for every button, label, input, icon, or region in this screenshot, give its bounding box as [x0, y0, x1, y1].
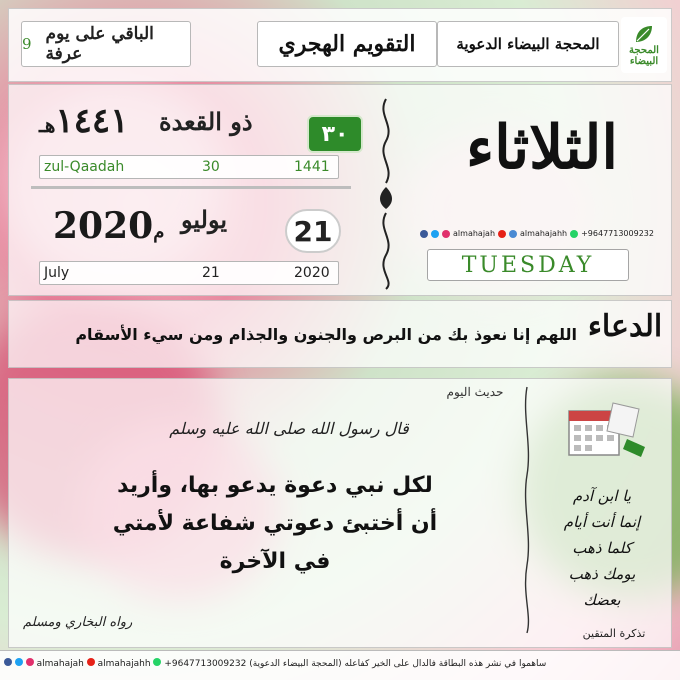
dua-text: اللهم إنا نعوذ بك من البرص والجنون والجذام ومن سيء الأسقام	[75, 325, 577, 344]
gregorian-day-en: 21	[202, 265, 220, 281]
wisdom-line-3: كلما ذهب	[572, 539, 632, 557]
hadith-intro: قال رسول الله صلى الله عليه وسلم	[169, 419, 409, 438]
twitter-icon	[15, 658, 23, 666]
leaf-icon	[633, 23, 655, 45]
hijri-day-en: 30	[202, 159, 220, 175]
org-name: المحجة البيضاء الدعوية	[437, 21, 619, 67]
org-logo	[621, 17, 667, 73]
instagram-icon	[442, 230, 450, 238]
social-handle-2: almahajahh	[520, 229, 568, 238]
calendar-icon	[555, 397, 647, 467]
logo-text: المحجة البيضاء	[629, 45, 659, 67]
hijri-year-en: 1441	[294, 159, 330, 175]
gregorian-year-en: 2020	[294, 265, 330, 281]
hadith-narrator: رواه البخاري ومسلم	[23, 615, 133, 630]
wisdom-box	[537, 387, 665, 625]
hijri-year	[39, 101, 128, 141]
hijri-year-number: ١٤٤١	[55, 101, 129, 141]
facebook-icon	[4, 658, 12, 666]
footer-row	[4, 658, 676, 669]
gregorian-month-en: July	[44, 265, 70, 281]
wisdom-line-1: يا ابن آدم	[572, 487, 632, 505]
hijri-month-en: zul-Qaadah	[44, 159, 125, 175]
wisdom-line-5: بعضك	[583, 591, 621, 609]
hadith-panel	[8, 378, 672, 648]
hijri-date-row	[39, 101, 349, 147]
hijri-day-badge: ٣٠	[307, 115, 363, 153]
youtube-icon	[498, 230, 506, 238]
dua-title: الدعاء	[587, 309, 663, 344]
days-left-label: الباقي على يوم عرفة	[45, 24, 154, 64]
footer-handle-1: almahajah	[36, 659, 84, 669]
footer-bar	[0, 650, 680, 680]
days-left-value: 9	[22, 35, 32, 53]
date-panel	[8, 84, 672, 296]
gregorian-month: يوليو	[181, 205, 228, 234]
hadith-line-2: أن أختبئ دعوتي شفاعة لأمتي	[112, 511, 438, 536]
wisdom-text	[547, 483, 657, 613]
hadith-line-3: في الآخرة	[219, 549, 331, 574]
days-left-box	[21, 21, 191, 67]
gregorian-latin-row	[39, 261, 339, 285]
whatsapp-icon	[570, 230, 578, 238]
day-name-arabic: الثلاثاء	[465, 113, 619, 183]
wisdom-line-4: يومك ذهب	[568, 565, 636, 583]
hadith-text	[45, 467, 505, 581]
dua-panel	[8, 300, 672, 368]
wisdom-line-2: إنما أنت أيام	[563, 513, 641, 531]
date-separator	[31, 186, 351, 189]
social-phone: +9647713009232	[581, 229, 654, 238]
gregorian-year-number: 2020	[53, 205, 154, 247]
gregorian-year	[53, 205, 164, 247]
twitter-icon	[431, 230, 439, 238]
header-bar	[8, 8, 672, 82]
facebook-icon	[420, 230, 428, 238]
hijri-latin-row	[39, 155, 339, 179]
footer-text: (المحجة البيضاء الدعوية) ساهموا في نشر هذه البطاقة فالدال على الخير كفاعله	[249, 659, 547, 669]
wisdom-source: تذكرة المتقين	[582, 627, 646, 640]
day-name-english: TUESDAY	[427, 249, 629, 281]
vertical-ornament-icon	[371, 95, 401, 291]
hijri-month: ذو القعدة	[159, 107, 253, 136]
footer-phone: +9647713009232	[164, 659, 247, 669]
frame-ornament-icon	[521, 385, 533, 635]
gregorian-day-badge: 21	[285, 209, 341, 253]
instagram-icon	[26, 658, 34, 666]
youtube-icon	[87, 658, 95, 666]
social-links	[411, 229, 663, 238]
hijri-year-suffix: هـ	[39, 113, 56, 137]
social-handle-1: almahajah	[453, 229, 496, 238]
calendar-title: التقويم الهجري	[257, 21, 437, 67]
hadith-line-1: لكل نبي دعوة يدعو بها، وأريد	[117, 473, 433, 498]
footer-handle-2: almahajahh	[97, 659, 151, 669]
whatsapp-icon	[153, 658, 161, 666]
hadith-tag: حديث اليوم	[446, 385, 504, 399]
gregorian-year-suffix: م	[153, 222, 165, 243]
telegram-icon	[509, 230, 517, 238]
